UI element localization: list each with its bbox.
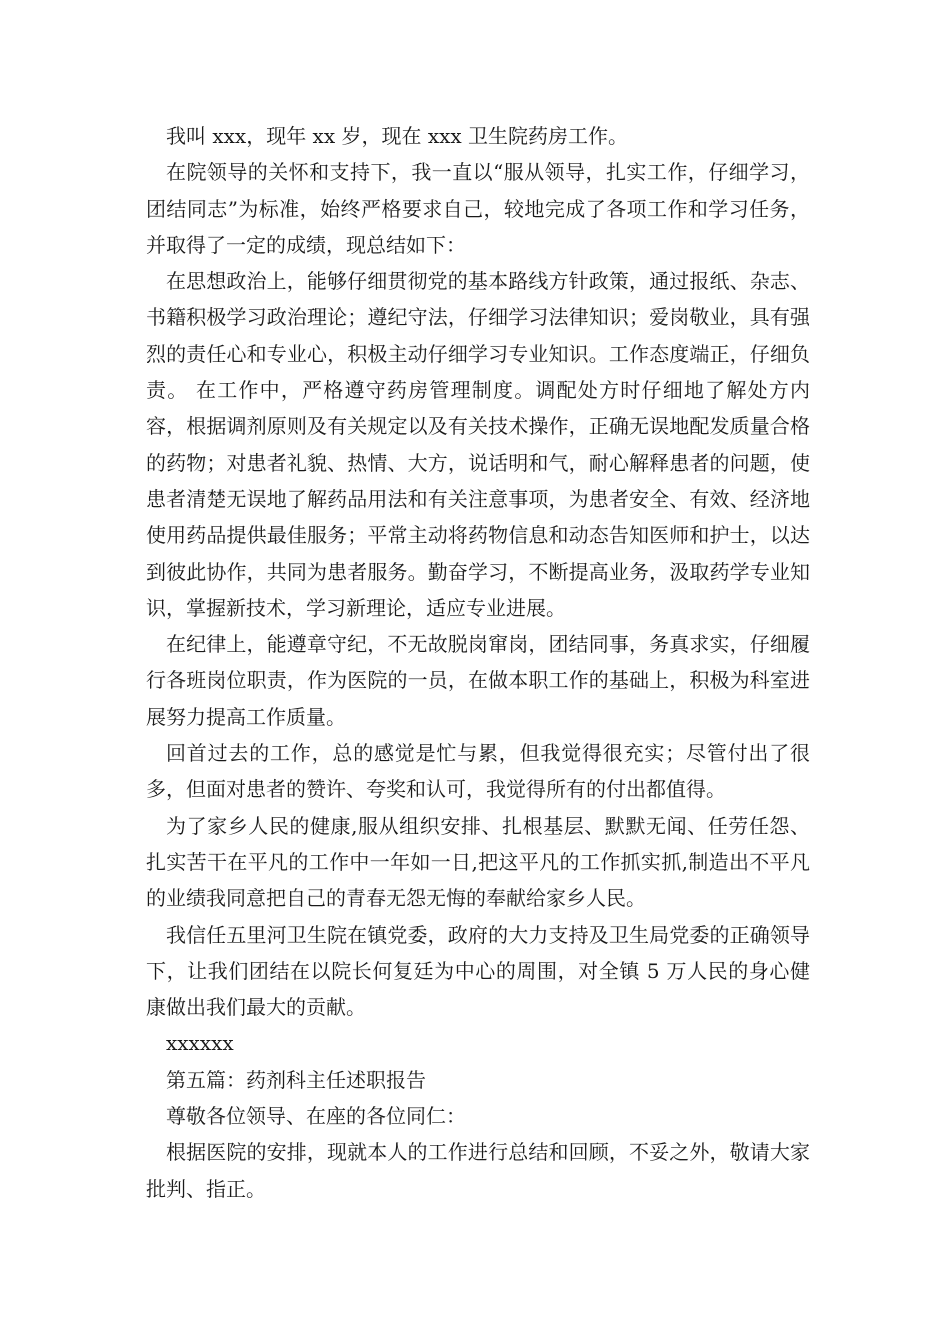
paragraph-opening: 根据医院的安排，现就本人的工作进行总结和回顾，不妥之外，敬请大家批判、指正。 (146, 1140, 810, 1201)
document-body (146, 118, 810, 1207)
paragraph-reflection: 回首过去的工作，总的感觉是忙与累，但我觉得很充实；尽管付出了很多，但面对患者的赞许、夸奖和认可，我觉得所有的付出都值得。 (146, 741, 810, 802)
paragraph-discipline: 在纪律上，能遵章守纪，不无故脱岗窜岗，团结同事，务真求实，仔细履行各班岗位职责，作为医院的一员，在做本职工作的基础上，积极为科室进展努力提高工作质量。 (146, 632, 810, 729)
section-heading: 第五篇：药剂科主任述职报告 (166, 1067, 426, 1092)
signature-line: xxxxxx (166, 1031, 234, 1056)
salutation: 尊敬各位领导、在座的各位同仁： (166, 1104, 466, 1129)
paragraph-summary-lead: 在院领导的关怀和支持下，我一直以“服从领导，扎实工作，仔细学习，团结同志”为标准，始终严格要求自己，较地完成了各项工作和学习任务，并取得了一定的成绩，现总结如下： (146, 160, 810, 257)
paragraph-politics-work: 在思想政治上，能够仔细贯彻党的基本路线方针政策，通过报纸、杂志、书籍积极学习政治理论；遵纪守法，仔细学习法律知识；爱岗敬业，具有强烈的责任心和专业心，积极主动仔细学习专业知识。工作态度端正，仔细负责。 在工作中，严格遵守药房管理制度。调配处方时仔细地了解处方内容，根据调剂原则及有关规定以及有关技术操作，正确无误地配发质量合格的药物；对患者礼貌、热情、大方，说话明和气，耐心解释患者的问题，使患者清楚无误地了解药品用法和有关注意事项，为患者安全、有效、经济地使用药品提供最佳服务；平常主动将药物信息和动态告知医师和护士，以达到彼此协作，共同为患者服务。勤奋学习，不断提高业务，汲取药学专业知识，掌握新技术，学习新理论，适应专业进展。 (146, 269, 810, 620)
paragraph-dedication: 为了家乡人民的健康,服从组织安排、扎根基层、默默无闻、任劳任怨、扎实苦干在平凡的工作中一年如一日,把这平凡的工作抓实抓,制造出不平凡的业绩我同意把自己的青春无怨无悔的奉献给家乡人民。 (146, 813, 810, 911)
paragraph-trust: 我信任五里河卫生院在镇党委，政府的大力支持及卫生局党委的正确领导下，让我们团结在以院长何复廷为中心的周围，对全镇 5 万人民的身心健康做出我们最大的贡献。 (146, 922, 810, 1020)
paragraph-intro: 我叫 xxx，现年 xx 岁，现在 xxx 卫生院药房工作。 (166, 124, 629, 148)
